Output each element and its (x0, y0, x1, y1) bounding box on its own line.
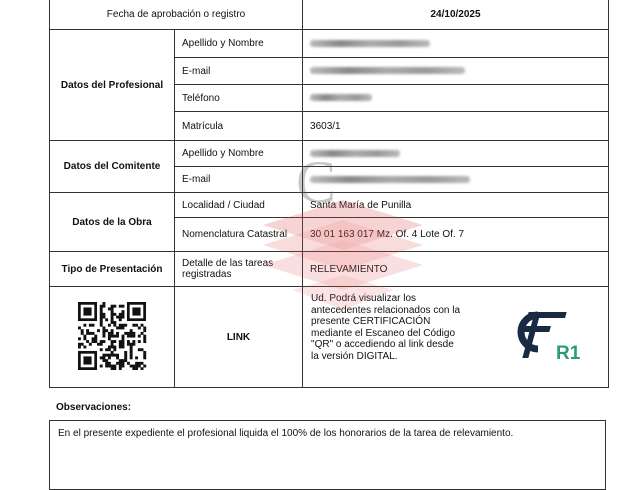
profesional-phone-label: Teléfono (175, 85, 303, 112)
section-presentacion: Tipo de Presentación (50, 252, 175, 287)
qr-code-icon[interactable] (77, 302, 147, 370)
certificate-table (49, 0, 609, 388)
approval-date-label: Fecha de aprobación o registro (50, 0, 303, 30)
profesional-phone-value (303, 85, 609, 112)
comitente-name-label: Apellido y Nombre (175, 141, 303, 167)
profesional-matricula-label: Matrícula (175, 112, 303, 141)
observations-label: Observaciones: (56, 402, 132, 413)
info-text: Ud. Podrá visualizar los antecedentes relacionados con la presente CERTIFICACIÓN mediante el Escaneo del Código "QR" o accediendo al link desde la versión DIGITAL. (311, 293, 461, 362)
info-cell (303, 287, 609, 388)
comitente-email-label: E-mail (175, 167, 303, 193)
institution-logo (508, 307, 582, 365)
comitente-name-value (303, 141, 609, 167)
approval-date-value: 24/10/2025 (303, 0, 609, 30)
qr-code-cell (50, 287, 175, 388)
section-profesional: Datos del Profesional (50, 30, 175, 141)
logo-text: R1 (556, 343, 581, 364)
section-comitente: Datos del Comitente (50, 141, 175, 193)
presentacion-value: RELEVAMIENTO (303, 252, 609, 287)
observations-text: En el presente expediente el profesional liquida el 100% de los honorarios de la tarea de relevamiento. (58, 428, 514, 439)
profesional-matricula-value: 3603/1 (303, 112, 609, 141)
profesional-name-label: Apellido y Nombre (175, 30, 303, 58)
link-label[interactable]: LINK (175, 287, 303, 388)
presentacion-label: Detalle de las tareas registradas (175, 252, 303, 287)
profesional-name-value (303, 30, 609, 58)
obra-nomenclatura-value: 30 01 163 017 Mz. Of. 4 Lote Of. 7 (303, 218, 609, 252)
logo-bar-top (527, 312, 567, 318)
section-obra: Datos de la Obra (50, 193, 175, 252)
approval-date-row (50, 0, 609, 30)
profesional-email-label: E-mail (175, 58, 303, 85)
comitente-email-value (303, 167, 609, 193)
obra-nomenclatura-label: Nomenclatura Catastral (175, 218, 303, 252)
profesional-email-value (303, 58, 609, 85)
svg-text:C: C (296, 150, 337, 215)
obra-localidad-label: Localidad / Ciudad (175, 193, 303, 218)
obra-localidad-value: Santa María de Punilla (303, 193, 609, 218)
